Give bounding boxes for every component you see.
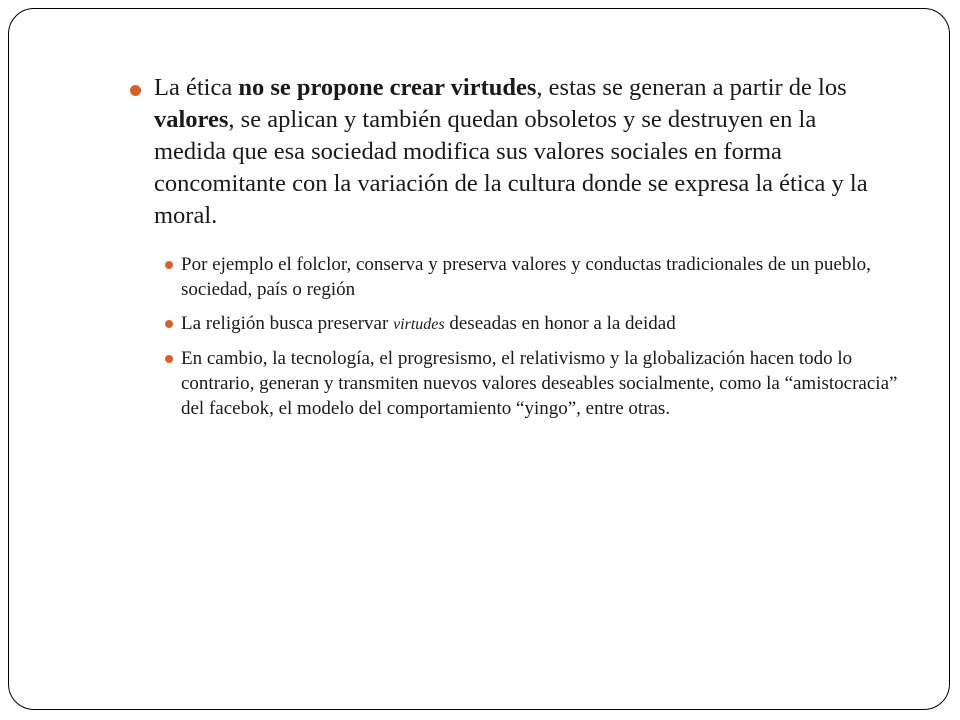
sub-bullet-folclor <box>181 252 901 302</box>
main-bold-2: valores <box>154 106 229 133</box>
bullet-dot-icon <box>130 85 141 96</box>
main-text-2: , estas se generan a partir de los <box>536 74 847 101</box>
bullet-dot-icon <box>165 261 173 269</box>
bullet-dot-icon <box>165 320 173 328</box>
main-text-3: , se aplican y también quedan obsoletos y se destruyen en la medida que esa sociedad modifica sus valores sociales en forma concomitante con la variación de la cultura donde se expresa la ética y la moral. <box>154 106 868 229</box>
main-text-1: La ética <box>154 74 239 101</box>
main-bold-1: no se propone crear virtudes <box>238 74 537 101</box>
bullet-dot-icon <box>165 355 173 363</box>
sub-bullet-list <box>181 252 901 430</box>
sub-text-religion-pre: La religión busca preservar <box>181 313 394 334</box>
sub-text-tecnologia: En cambio, la tecnología, el progresismo, el relativismo y la globalización hacen todo lo contrario, generan y transmiten nuevos valores deseables socialmente, como la “amistocracia” del facebok, el modelo del comportamiento “yingo”, entre otras. <box>181 348 898 419</box>
sub-bullet-religion <box>181 311 901 337</box>
sub-bullet-tecnologia <box>181 346 901 421</box>
slide-content <box>9 9 949 709</box>
sub-text-folclor: Por ejemplo el folclor, conserva y preserva valores y conductas tradicionales de un pueblo, sociedad, país o región <box>181 254 871 300</box>
sub-text-religion-post: deseadas en honor a la deidad <box>444 313 676 334</box>
sub-text-religion-italic: virtudes <box>393 316 445 333</box>
main-bullet-item <box>154 72 894 232</box>
slide-frame <box>8 8 950 710</box>
